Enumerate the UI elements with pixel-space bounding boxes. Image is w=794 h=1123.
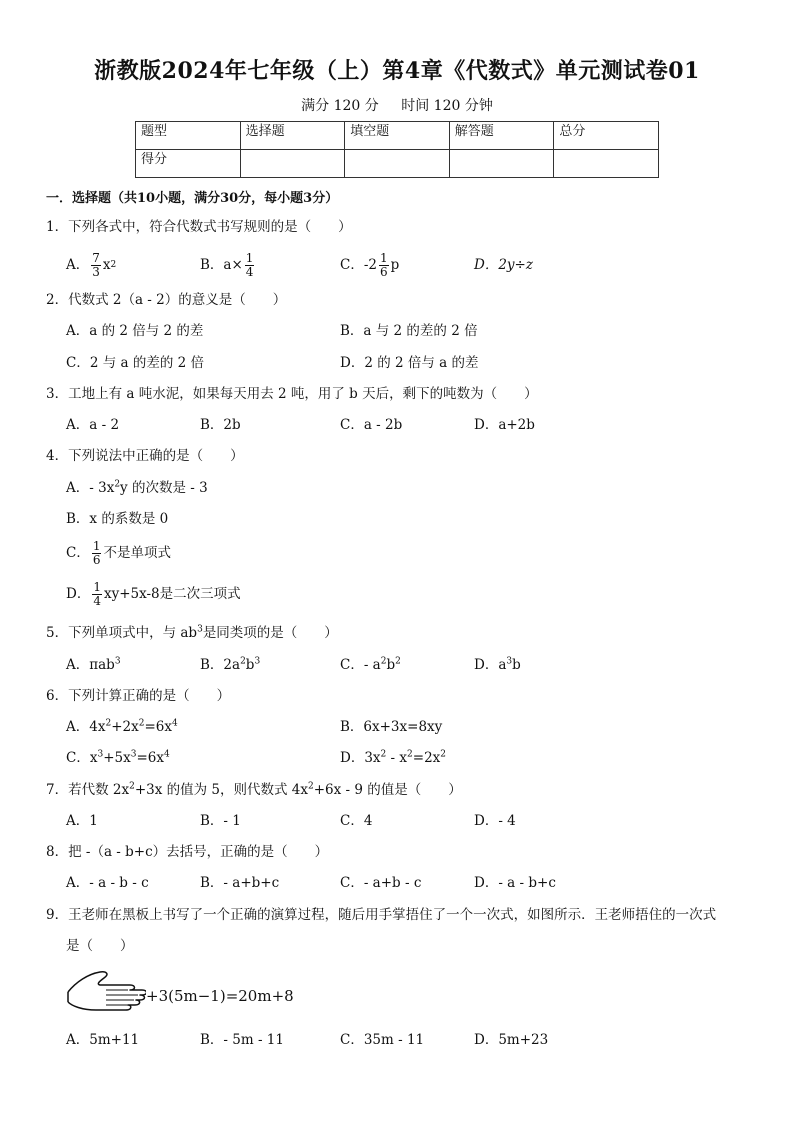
- exponent: 2: [129, 781, 135, 792]
- q9-option-d: D．5m+23: [474, 1032, 549, 1048]
- expression: xy+5x-8是二次三项式: [103, 586, 241, 602]
- expression: =2x: [412, 750, 441, 766]
- exponent: 3: [130, 749, 137, 760]
- q7-option-d: D．- 4: [474, 813, 516, 829]
- q6-option-d: [340, 748, 446, 768]
- fraction: [92, 540, 102, 567]
- option-label: B．: [200, 257, 224, 273]
- expression: 是同类项的是（ ）: [202, 625, 338, 641]
- q1-option-b: [200, 246, 256, 284]
- fraction: [92, 581, 102, 608]
- q5-option-a: [66, 655, 121, 675]
- score-cell: 解答题: [449, 122, 554, 150]
- exponent: 4: [171, 718, 178, 729]
- exponent: 2: [138, 718, 145, 729]
- question-1-stem: 1．下列各式中，符合代数式书写规则的是（ ）: [46, 219, 352, 235]
- exponent: 3: [97, 749, 104, 760]
- question-5-stem: [46, 623, 338, 643]
- q3-option-d: D．a+2b: [474, 417, 535, 433]
- exponent: 2: [440, 749, 447, 760]
- question-9-stem-cont: 是（ ）: [66, 938, 134, 954]
- expression: +3x 的值为 5，则代数式 4x: [134, 782, 309, 798]
- page-title: 浙教版2024年七年级（上）第4章《代数式》单元测试卷01: [94, 58, 700, 84]
- score-cell: 填空题: [345, 122, 450, 150]
- exponent: 2: [395, 656, 401, 667]
- q8-option-a: A．- a - b - c: [66, 875, 149, 891]
- q5-option-d: [474, 655, 521, 675]
- q4-option-a: [66, 478, 208, 498]
- expression: b: [512, 657, 521, 673]
- exam-time: 时间 120 分钟: [401, 98, 493, 114]
- option-label: C．: [66, 545, 90, 561]
- score-table-score-row: [136, 150, 659, 178]
- q2-option-a: A．a 的 2 倍与 2 的差: [66, 323, 204, 339]
- expression: +5x: [103, 750, 131, 766]
- denominator: 6: [92, 552, 101, 567]
- exponent: 2: [105, 718, 112, 729]
- question-3-stem: 3．工地上有 a 吨水泥，如果每天用去 2 吨，用了 b 天后，剩下的吨数为（ ）: [46, 386, 538, 402]
- fraction: [245, 252, 255, 279]
- score-cell: [554, 150, 659, 178]
- numerator: 1: [92, 538, 101, 553]
- expression: +6x - 9 的值是（ ）: [313, 782, 462, 798]
- q1-option-d: D．2y÷z: [474, 257, 533, 273]
- score-cell: 选择题: [240, 122, 345, 150]
- question-9-stem: 9．王老师在黑板上书写了一个正确的演算过程，随后用手掌捂住了一个一次式，如图所示．王老师捂住的一次式: [46, 907, 717, 923]
- expression: 5．下列单项式中，与 ab: [46, 625, 198, 641]
- question-8-stem: 8．把 -（a - b+c）去括号，正确的是（ ）: [46, 844, 329, 860]
- exponent: 2: [240, 656, 246, 667]
- expression: A．- 3x: [66, 480, 115, 496]
- expression: b: [245, 657, 255, 673]
- exponent: 3: [114, 656, 121, 667]
- q1-option-c: [340, 246, 399, 284]
- hidden-equation: +3(5m−1)=20m+8: [146, 987, 294, 1005]
- q2-option-d: D．2 的 2 倍与 a 的差: [340, 355, 479, 371]
- denominator: 6: [380, 264, 388, 279]
- option-label: C．: [340, 257, 364, 273]
- expression: 7．若代数 2x: [46, 782, 130, 798]
- expression: D．a: [474, 657, 507, 673]
- exponent: 3: [506, 656, 513, 667]
- option-label: D．: [66, 586, 91, 602]
- q4-option-c: [66, 536, 171, 570]
- q3-option-a: A．a - 2: [66, 417, 120, 433]
- q4-option-b: B．x 的系数是 0: [66, 511, 169, 527]
- q8-option-c: C．- a+b - c: [340, 875, 422, 891]
- q7-option-c: C．4: [340, 813, 373, 829]
- numerator: 1: [245, 250, 254, 265]
- expression: 不是单项式: [103, 545, 171, 561]
- expression: D．3x: [340, 750, 381, 766]
- expression: C．- a: [340, 657, 381, 673]
- exponent: 2: [308, 781, 314, 792]
- score-cell: [345, 150, 450, 178]
- question-4-stem: 4．下列说法中正确的是（ ）: [46, 448, 244, 464]
- score-cell: [240, 150, 345, 178]
- q5-option-b: [200, 655, 260, 675]
- exponent: 2: [380, 656, 387, 667]
- q8-option-b: B．- a+b+c: [200, 875, 280, 891]
- q4-option-d: [66, 577, 241, 611]
- expression: a×: [223, 257, 243, 273]
- exponent: 3: [197, 624, 203, 635]
- q2-option-c: C．2 与 a 的差的 2 倍: [66, 355, 205, 371]
- expression: =6x: [136, 750, 164, 766]
- score-cell: [449, 150, 554, 178]
- q3-option-c: C．a - 2b: [340, 417, 403, 433]
- q3-option-b: B．2b: [200, 417, 241, 433]
- variable: p: [390, 257, 400, 273]
- fraction: [379, 252, 389, 279]
- q1-option-a: A． $\frac{7}{3}$ x 2: [66, 250, 117, 279]
- expression: b: [386, 657, 396, 673]
- denominator: 4: [245, 264, 254, 279]
- q6-option-a: [66, 717, 178, 737]
- q6-option-b: B．6x+3x=8xy: [340, 719, 443, 735]
- q9-option-c: C．35m - 11: [340, 1032, 425, 1048]
- q8-option-d: D．- a - b+c: [474, 875, 556, 891]
- denominator: 4: [93, 593, 101, 608]
- score-cell: 总分: [554, 122, 659, 150]
- expression: B．2a: [200, 657, 241, 673]
- fraction: [91, 252, 101, 279]
- numerator: 1: [380, 250, 388, 265]
- hand-icon: [66, 968, 146, 1018]
- score-table-header-row: [136, 122, 659, 150]
- score-cell: 得分: [136, 150, 241, 178]
- expression: A．πab: [66, 657, 115, 673]
- variable: x: [102, 257, 111, 273]
- exponent: 2: [407, 749, 413, 760]
- expression: +2x: [111, 719, 139, 735]
- expression: C．x: [66, 750, 98, 766]
- question-7-stem: [46, 780, 462, 800]
- question-2-stem: 2．代数式 2（a - 2）的意义是（ ）: [46, 292, 287, 308]
- exponent: 4: [163, 749, 170, 760]
- score-table: [135, 121, 659, 178]
- denominator: 3: [92, 264, 100, 279]
- q6-option-c: [66, 748, 170, 768]
- expression: y 的次数是 - 3: [120, 480, 208, 496]
- option-label: A．: [66, 257, 90, 273]
- numerator: 1: [93, 579, 101, 594]
- score-cell: 题型: [136, 122, 241, 150]
- q7-option-b: B．- 1: [200, 813, 241, 829]
- section-heading: 一．选择题（共10小题，满分30分，每小题3分）: [46, 191, 339, 206]
- expression: - x: [386, 750, 408, 766]
- q5-option-c: [340, 655, 401, 675]
- full-score: 满分 120 分: [301, 98, 379, 114]
- numerator: 7: [92, 250, 100, 265]
- exponent: 2: [114, 479, 121, 490]
- q9-option-a: A．5m+11: [66, 1032, 140, 1048]
- expression: A．4x: [66, 719, 106, 735]
- q7-option-a: A．1: [66, 813, 98, 829]
- exponent: 2: [380, 749, 387, 760]
- exponent: 3: [254, 656, 261, 667]
- q2-option-b: B．a 与 2 的差的 2 倍: [340, 323, 478, 339]
- expression: -2: [363, 257, 377, 273]
- question-6-stem: 6．下列计算正确的是（ ）: [46, 688, 231, 704]
- q9-option-b: B．- 5m - 11: [200, 1032, 284, 1048]
- exam-info: [0, 95, 794, 115]
- expression: =6x: [144, 719, 172, 735]
